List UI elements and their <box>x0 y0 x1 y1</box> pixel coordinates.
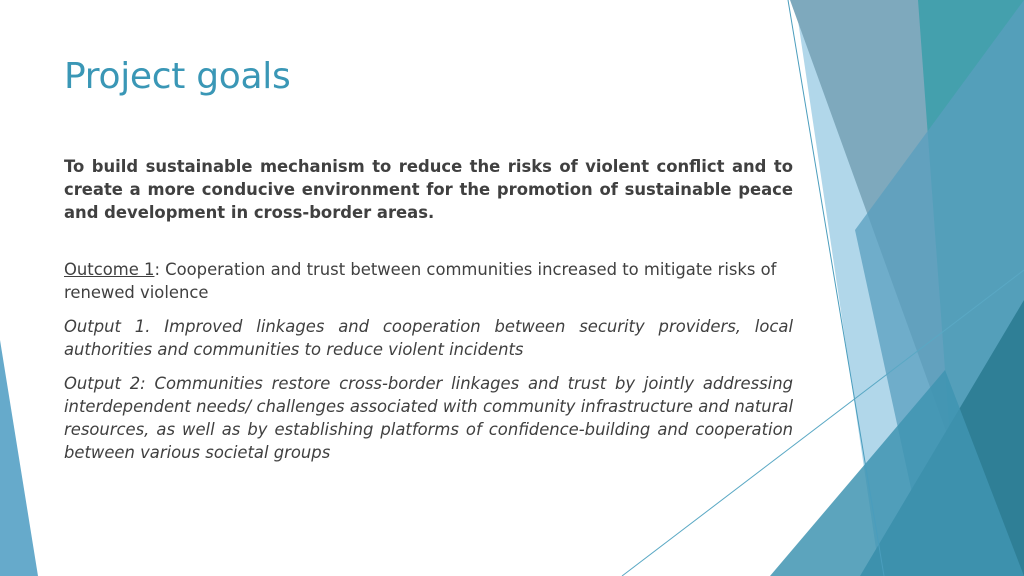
outcome-paragraph <box>64 258 793 304</box>
slide-content <box>64 155 793 464</box>
slide-title: Project goals <box>64 56 291 97</box>
output-1-text: Output 1. Improved linkages and cooperation between security providers, local authorities and communities to reduce violent incidents <box>64 317 793 359</box>
project-goal-text: To build sustainable mechanism to reduce the risks of violent conflict and to create a more conducive environment for the promotion of sustainable peace and development in cross-border areas. <box>64 157 793 222</box>
outcome-text: : Cooperation and trust between communities increased to mitigate risks of renewed violence <box>64 260 777 302</box>
left-edge-shape <box>0 340 38 576</box>
output-2-text: Output 2: Communities restore cross-border linkages and trust by jointly addressing interdependent needs/ challenges associated with community infrastructure and natural resources, as well as by establishing platforms of confidence-building and cooperation between various societal groups <box>64 374 793 462</box>
outcome-label: Outcome 1 <box>64 260 155 279</box>
